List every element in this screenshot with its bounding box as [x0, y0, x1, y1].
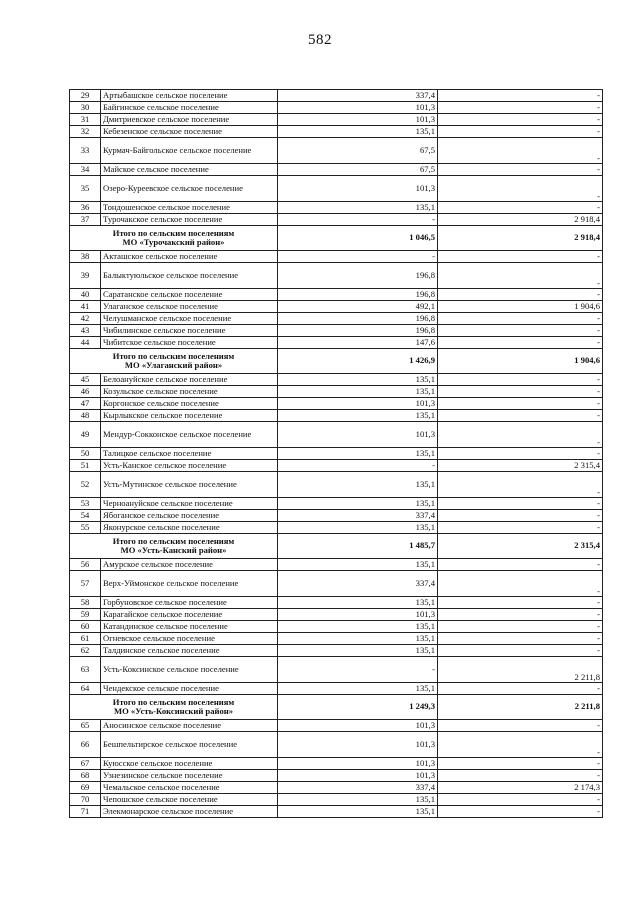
amount-2: 2 315,4: [438, 460, 603, 472]
settlement-name: Усть-Мутинское сельское поселение: [101, 472, 278, 498]
row-number: 56: [70, 559, 101, 571]
settlement-name: Узнезинское сельское поселение: [101, 770, 278, 782]
settlement-name: Черноануйское сельское поселение: [101, 498, 278, 510]
amount-2: -: [438, 621, 603, 633]
amount-1: 337,4: [278, 90, 438, 102]
amount-2: 2 918,4: [438, 226, 603, 251]
amount-1: 101,3: [278, 770, 438, 782]
amount-1: 337,4: [278, 571, 438, 597]
settlement-name: Усть-Коксинское сельское поселение: [101, 657, 278, 683]
settlement-name: Чепошское сельское поселение: [101, 794, 278, 806]
amount-1: 101,3: [278, 720, 438, 732]
table-row: [70, 410, 603, 422]
amount-2: -: [438, 683, 603, 695]
amount-1: 135,1: [278, 202, 438, 214]
amount-2: -: [438, 770, 603, 782]
settlements-table: [69, 89, 603, 818]
amount-2: -: [438, 720, 603, 732]
amount-1: 492,1: [278, 301, 438, 313]
settlement-name: Байгинское сельское поселение: [101, 102, 278, 114]
amount-1: 135,1: [278, 621, 438, 633]
table-row: [70, 522, 603, 534]
table-row: [70, 448, 603, 460]
subtotal-row: [70, 534, 603, 559]
row-number: 57: [70, 571, 101, 597]
settlement-name: Челушманское сельское поселение: [101, 313, 278, 325]
amount-2: 2 211,8: [438, 695, 603, 720]
row-number: 50: [70, 448, 101, 460]
subtotal-district: МО «Усть-Коксинский район»: [113, 706, 233, 716]
row-number: 47: [70, 398, 101, 410]
table-row: [70, 251, 603, 263]
amount-2: -: [438, 176, 603, 202]
amount-2: -: [438, 472, 603, 498]
amount-2: 1 904,6: [438, 349, 603, 374]
table-row: [70, 633, 603, 645]
table-row: [70, 301, 603, 313]
amount-2: 2 174,3: [438, 782, 603, 794]
settlement-name: Коргонское сельское поселение: [101, 398, 278, 410]
amount-1: 147,6: [278, 337, 438, 349]
amount-2: -: [438, 374, 603, 386]
table-row: [70, 571, 603, 597]
amount-2: -: [438, 202, 603, 214]
amount-2: -: [438, 263, 603, 289]
amount-2: -: [438, 325, 603, 337]
amount-2: -: [438, 337, 603, 349]
settlement-name: Козульское сельское поселение: [101, 386, 278, 398]
amount-1: -: [278, 214, 438, 226]
row-number: 38: [70, 251, 101, 263]
amount-2: -: [438, 645, 603, 657]
settlement-name: Курмач-Байгольское сельское поселение: [101, 138, 278, 164]
table-row: [70, 138, 603, 164]
row-number: 30: [70, 102, 101, 114]
table-row: [70, 510, 603, 522]
settlement-name: Чендекское сельское поселение: [101, 683, 278, 695]
subtotal-title: Итого по сельским поселениям: [112, 696, 235, 707]
settlement-name: Бешпельтирское сельское поселение: [101, 732, 278, 758]
amount-2: -: [438, 571, 603, 597]
amount-1: 135,1: [278, 794, 438, 806]
row-number: 42: [70, 313, 101, 325]
row-number: 68: [70, 770, 101, 782]
row-number: 60: [70, 621, 101, 633]
subtotal-district: МО «Усть-Канский район»: [120, 545, 227, 555]
settlement-name: Ябоганское сельское поселение: [101, 510, 278, 522]
settlement-name: Талдинское сельское поселение: [101, 645, 278, 657]
settlement-name: Чемальское сельское поселение: [101, 782, 278, 794]
amount-1: 101,3: [278, 609, 438, 621]
amount-1: 135,1: [278, 559, 438, 571]
subtotal-label: [70, 349, 278, 374]
settlement-name: Акташское сельское поселение: [101, 251, 278, 263]
amount-2: -: [438, 633, 603, 645]
amount-2: -: [438, 422, 603, 448]
amount-1: 101,3: [278, 102, 438, 114]
amount-1: 135,1: [278, 806, 438, 818]
table-row: [70, 114, 603, 126]
row-number: 69: [70, 782, 101, 794]
table-row: [70, 176, 603, 202]
table-row: [70, 645, 603, 657]
amount-2: -: [438, 114, 603, 126]
amount-1: 67,5: [278, 138, 438, 164]
subtotal-row: [70, 349, 603, 374]
amount-2: -: [438, 398, 603, 410]
row-number: 40: [70, 289, 101, 301]
amount-1: 337,4: [278, 510, 438, 522]
table-row: [70, 164, 603, 176]
table-row: [70, 313, 603, 325]
table-row: [70, 90, 603, 102]
amount-1: 135,1: [278, 633, 438, 645]
amount-1: 101,3: [278, 732, 438, 758]
row-number: 43: [70, 325, 101, 337]
settlement-name: Куюсское сельское поселение: [101, 758, 278, 770]
settlement-name: Чибилинское сельское поселение: [101, 325, 278, 337]
table-row: [70, 720, 603, 732]
amount-1: 101,3: [278, 114, 438, 126]
row-number: 58: [70, 597, 101, 609]
amount-1: 1 249,3: [278, 695, 438, 720]
amount-2: -: [438, 313, 603, 325]
row-number: 48: [70, 410, 101, 422]
amount-1: 135,1: [278, 597, 438, 609]
table-row: [70, 732, 603, 758]
amount-2: -: [438, 758, 603, 770]
table-row: [70, 609, 603, 621]
row-number: 70: [70, 794, 101, 806]
subtotal-title: Итого по сельским поселениям: [112, 535, 235, 546]
row-number: 62: [70, 645, 101, 657]
settlement-name: Яконурское сельское поселение: [101, 522, 278, 534]
settlement-name: Верх-Уймонское сельское поселение: [101, 571, 278, 597]
subtotal-title: Итого по сельским поселениям: [112, 227, 235, 238]
subtotal-district: МО «Улаганский район»: [124, 360, 223, 370]
amount-2: -: [438, 289, 603, 301]
settlement-name: Озеро-Куреевское сельское поселение: [101, 176, 278, 202]
table-row: [70, 374, 603, 386]
settlement-name: Турочакское сельское поселение: [101, 214, 278, 226]
table-row: [70, 758, 603, 770]
table-row: [70, 263, 603, 289]
amount-2: 2 918,4: [438, 214, 603, 226]
amount-1: 101,3: [278, 758, 438, 770]
table-row: [70, 559, 603, 571]
table-row: [70, 325, 603, 337]
settlement-name: Улаганское сельское поселение: [101, 301, 278, 313]
row-number: 34: [70, 164, 101, 176]
settlement-name: Кырлыкское сельское поселение: [101, 410, 278, 422]
row-number: 65: [70, 720, 101, 732]
amount-1: 135,1: [278, 410, 438, 422]
settlement-name: Саратанское сельское поселение: [101, 289, 278, 301]
amount-1: 101,3: [278, 398, 438, 410]
amount-1: 135,1: [278, 683, 438, 695]
settlement-name: Катандинское сельское поселение: [101, 621, 278, 633]
page-number: 582: [308, 32, 332, 48]
table-row: [70, 683, 603, 695]
settlement-name: Усть-Канское сельское поселение: [101, 460, 278, 472]
amount-2: -: [438, 498, 603, 510]
amount-2: -: [438, 386, 603, 398]
amount-1: 101,3: [278, 176, 438, 202]
table-body: [70, 90, 603, 818]
table-row: [70, 202, 603, 214]
row-number: 52: [70, 472, 101, 498]
settlement-name: Тондошенское сельское поселение: [101, 202, 278, 214]
subtotal-title: Итого по сельским поселениям: [112, 350, 235, 361]
settlement-name: Дмитриевское сельское поселение: [101, 114, 278, 126]
row-number: 61: [70, 633, 101, 645]
amount-1: 196,8: [278, 289, 438, 301]
amount-1: -: [278, 460, 438, 472]
settlement-name: Горбуновское сельское поселение: [101, 597, 278, 609]
amount-2: -: [438, 90, 603, 102]
table-row: [70, 289, 603, 301]
amount-2: -: [438, 806, 603, 818]
settlement-name: Белоануйское сельское поселение: [101, 374, 278, 386]
table-row: [70, 498, 603, 510]
subtotal-label: [70, 534, 278, 559]
subtotal-label: [70, 695, 278, 720]
settlement-name: Кебезенское сельское поселение: [101, 126, 278, 138]
settlement-name: Талицкое сельское поселение: [101, 448, 278, 460]
settlement-name: Аносинское сельское поселение: [101, 720, 278, 732]
row-number: 64: [70, 683, 101, 695]
row-number: 46: [70, 386, 101, 398]
row-number: 53: [70, 498, 101, 510]
amount-1: 337,4: [278, 782, 438, 794]
settlement-name: Мендур-Сокконское сельское поселение: [101, 422, 278, 448]
amount-2: -: [438, 597, 603, 609]
settlement-name: Огневское сельское поселение: [101, 633, 278, 645]
amount-1: 135,1: [278, 522, 438, 534]
subtotal-row: [70, 226, 603, 251]
table-row: [70, 794, 603, 806]
row-number: 55: [70, 522, 101, 534]
amount-1: 135,1: [278, 498, 438, 510]
table-row: [70, 460, 603, 472]
amount-1: 101,3: [278, 422, 438, 448]
amount-1: 1 046,5: [278, 226, 438, 251]
subtotal-district: МО «Турочакский район»: [122, 237, 225, 247]
amount-1: -: [278, 251, 438, 263]
settlement-name: Артыбашское сельское поселение: [101, 90, 278, 102]
amount-1: 135,1: [278, 448, 438, 460]
row-number: 49: [70, 422, 101, 448]
table-row: [70, 657, 603, 683]
table-row: [70, 806, 603, 818]
table-row: [70, 782, 603, 794]
row-number: 41: [70, 301, 101, 313]
settlement-name: Элекмонарское сельское поселение: [101, 806, 278, 818]
row-number: 54: [70, 510, 101, 522]
table-row: [70, 214, 603, 226]
table-row: [70, 102, 603, 114]
table-row: [70, 597, 603, 609]
amount-2: 2 211,8: [438, 657, 603, 683]
amount-2: -: [438, 410, 603, 422]
amount-1: 1 426,9: [278, 349, 438, 374]
amount-2: -: [438, 559, 603, 571]
amount-1: 196,8: [278, 263, 438, 289]
amount-1: 196,8: [278, 325, 438, 337]
row-number: 37: [70, 214, 101, 226]
table-row: [70, 126, 603, 138]
table-row: [70, 472, 603, 498]
amount-2: -: [438, 164, 603, 176]
row-number: 44: [70, 337, 101, 349]
row-number: 63: [70, 657, 101, 683]
settlement-name: Балыктуюльское сельское поселение: [101, 263, 278, 289]
row-number: 33: [70, 138, 101, 164]
row-number: 67: [70, 758, 101, 770]
row-number: 66: [70, 732, 101, 758]
row-number: 39: [70, 263, 101, 289]
subtotal-label: [70, 226, 278, 251]
amount-1: 135,1: [278, 472, 438, 498]
amount-2: -: [438, 138, 603, 164]
amount-2: 2 315,4: [438, 534, 603, 559]
settlement-name: Амурское сельское поселение: [101, 559, 278, 571]
table-row: [70, 337, 603, 349]
amount-1: -: [278, 657, 438, 683]
amount-1: 135,1: [278, 645, 438, 657]
row-number: 36: [70, 202, 101, 214]
table-row: [70, 386, 603, 398]
row-number: 32: [70, 126, 101, 138]
row-number: 35: [70, 176, 101, 202]
amount-1: 1 485,7: [278, 534, 438, 559]
amount-2: -: [438, 609, 603, 621]
amount-2: -: [438, 794, 603, 806]
row-number: 71: [70, 806, 101, 818]
row-number: 31: [70, 114, 101, 126]
row-number: 45: [70, 374, 101, 386]
table-row: [70, 422, 603, 448]
settlement-name: Майское сельское поселение: [101, 164, 278, 176]
amount-2: -: [438, 448, 603, 460]
row-number: 59: [70, 609, 101, 621]
table-row: [70, 398, 603, 410]
amount-2: -: [438, 251, 603, 263]
amount-1: 67,5: [278, 164, 438, 176]
amount-2: 1 904,6: [438, 301, 603, 313]
amount-1: 196,8: [278, 313, 438, 325]
row-number: 51: [70, 460, 101, 472]
settlement-name: Чибитское сельское поселение: [101, 337, 278, 349]
table-row: [70, 770, 603, 782]
table-row: [70, 621, 603, 633]
amount-2: -: [438, 732, 603, 758]
amount-2: -: [438, 126, 603, 138]
amount-1: 135,1: [278, 374, 438, 386]
settlement-name: Карагайское сельское поселение: [101, 609, 278, 621]
row-number: 29: [70, 90, 101, 102]
amount-2: -: [438, 522, 603, 534]
amount-2: -: [438, 102, 603, 114]
subtotal-row: [70, 695, 603, 720]
amount-1: 135,1: [278, 386, 438, 398]
amount-1: 135,1: [278, 126, 438, 138]
amount-2: -: [438, 510, 603, 522]
